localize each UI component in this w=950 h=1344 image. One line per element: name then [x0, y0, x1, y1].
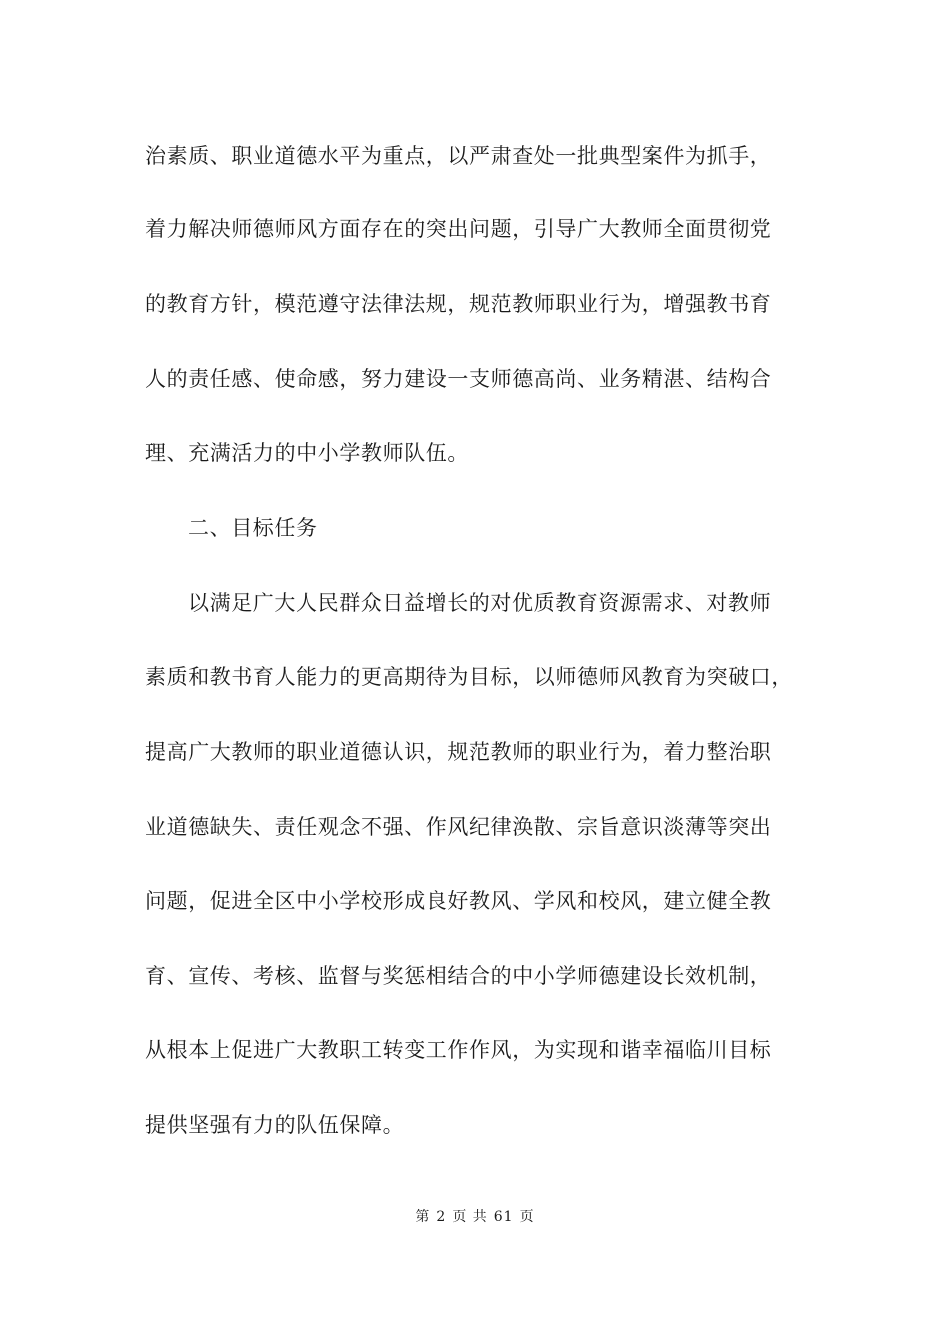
body-text-line: 治素质、职业道德水平为重点，以严肃查处一批典型案件为抓手， [145, 144, 772, 168]
body-text-line: 业道德缺失、责任观念不强、作风纪律涣散、宗旨意识淡薄等突出 [145, 815, 772, 839]
body-text-line: 从根本上促进广大教职工转变工作作风，为实现和谐幸福临川目标 [145, 1038, 772, 1062]
footer-middle: 页 共 [452, 1209, 488, 1225]
total-pages-number: 61 [493, 1209, 514, 1225]
body-text-line: 提供坚强有力的队伍保障。 [145, 1113, 405, 1137]
footer-suffix: 页 [519, 1209, 535, 1225]
body-text-line: 素质和教书育人能力的更高期待为目标，以师德师风教育为突破口， [145, 665, 793, 689]
body-text-line: 着力解决师德师风方面存在的突出问题，引导广大教师全面贯彻党 [145, 217, 772, 241]
page-footer [0, 1207, 950, 1227]
footer-prefix: 第 [415, 1209, 431, 1225]
body-text-line: 问题，促进全区中小学校形成良好教风、学风和校风，建立健全教 [145, 889, 772, 913]
body-text-line: 的教育方针，模范遵守法律法规，规范教师职业行为，增强教书育 [145, 292, 772, 316]
section-heading: 二、目标任务 [188, 516, 318, 540]
body-text-line: 提高广大教师的职业道德认识，规范教师的职业行为，着力整治职 [145, 740, 772, 764]
body-text-line: 以满足广大人民群众日益增长的对优质教育资源需求、对教师 [188, 591, 772, 615]
body-text-line: 育、宣传、考核、监督与奖惩相结合的中小学师德建设长效机制， [145, 964, 772, 988]
current-page-number: 2 [436, 1209, 447, 1225]
body-text-line: 人的责任感、使命感，努力建设一支师德高尚、业务精湛、结构合 [145, 367, 772, 391]
body-text-line: 理、充满活力的中小学教师队伍。 [145, 441, 469, 465]
